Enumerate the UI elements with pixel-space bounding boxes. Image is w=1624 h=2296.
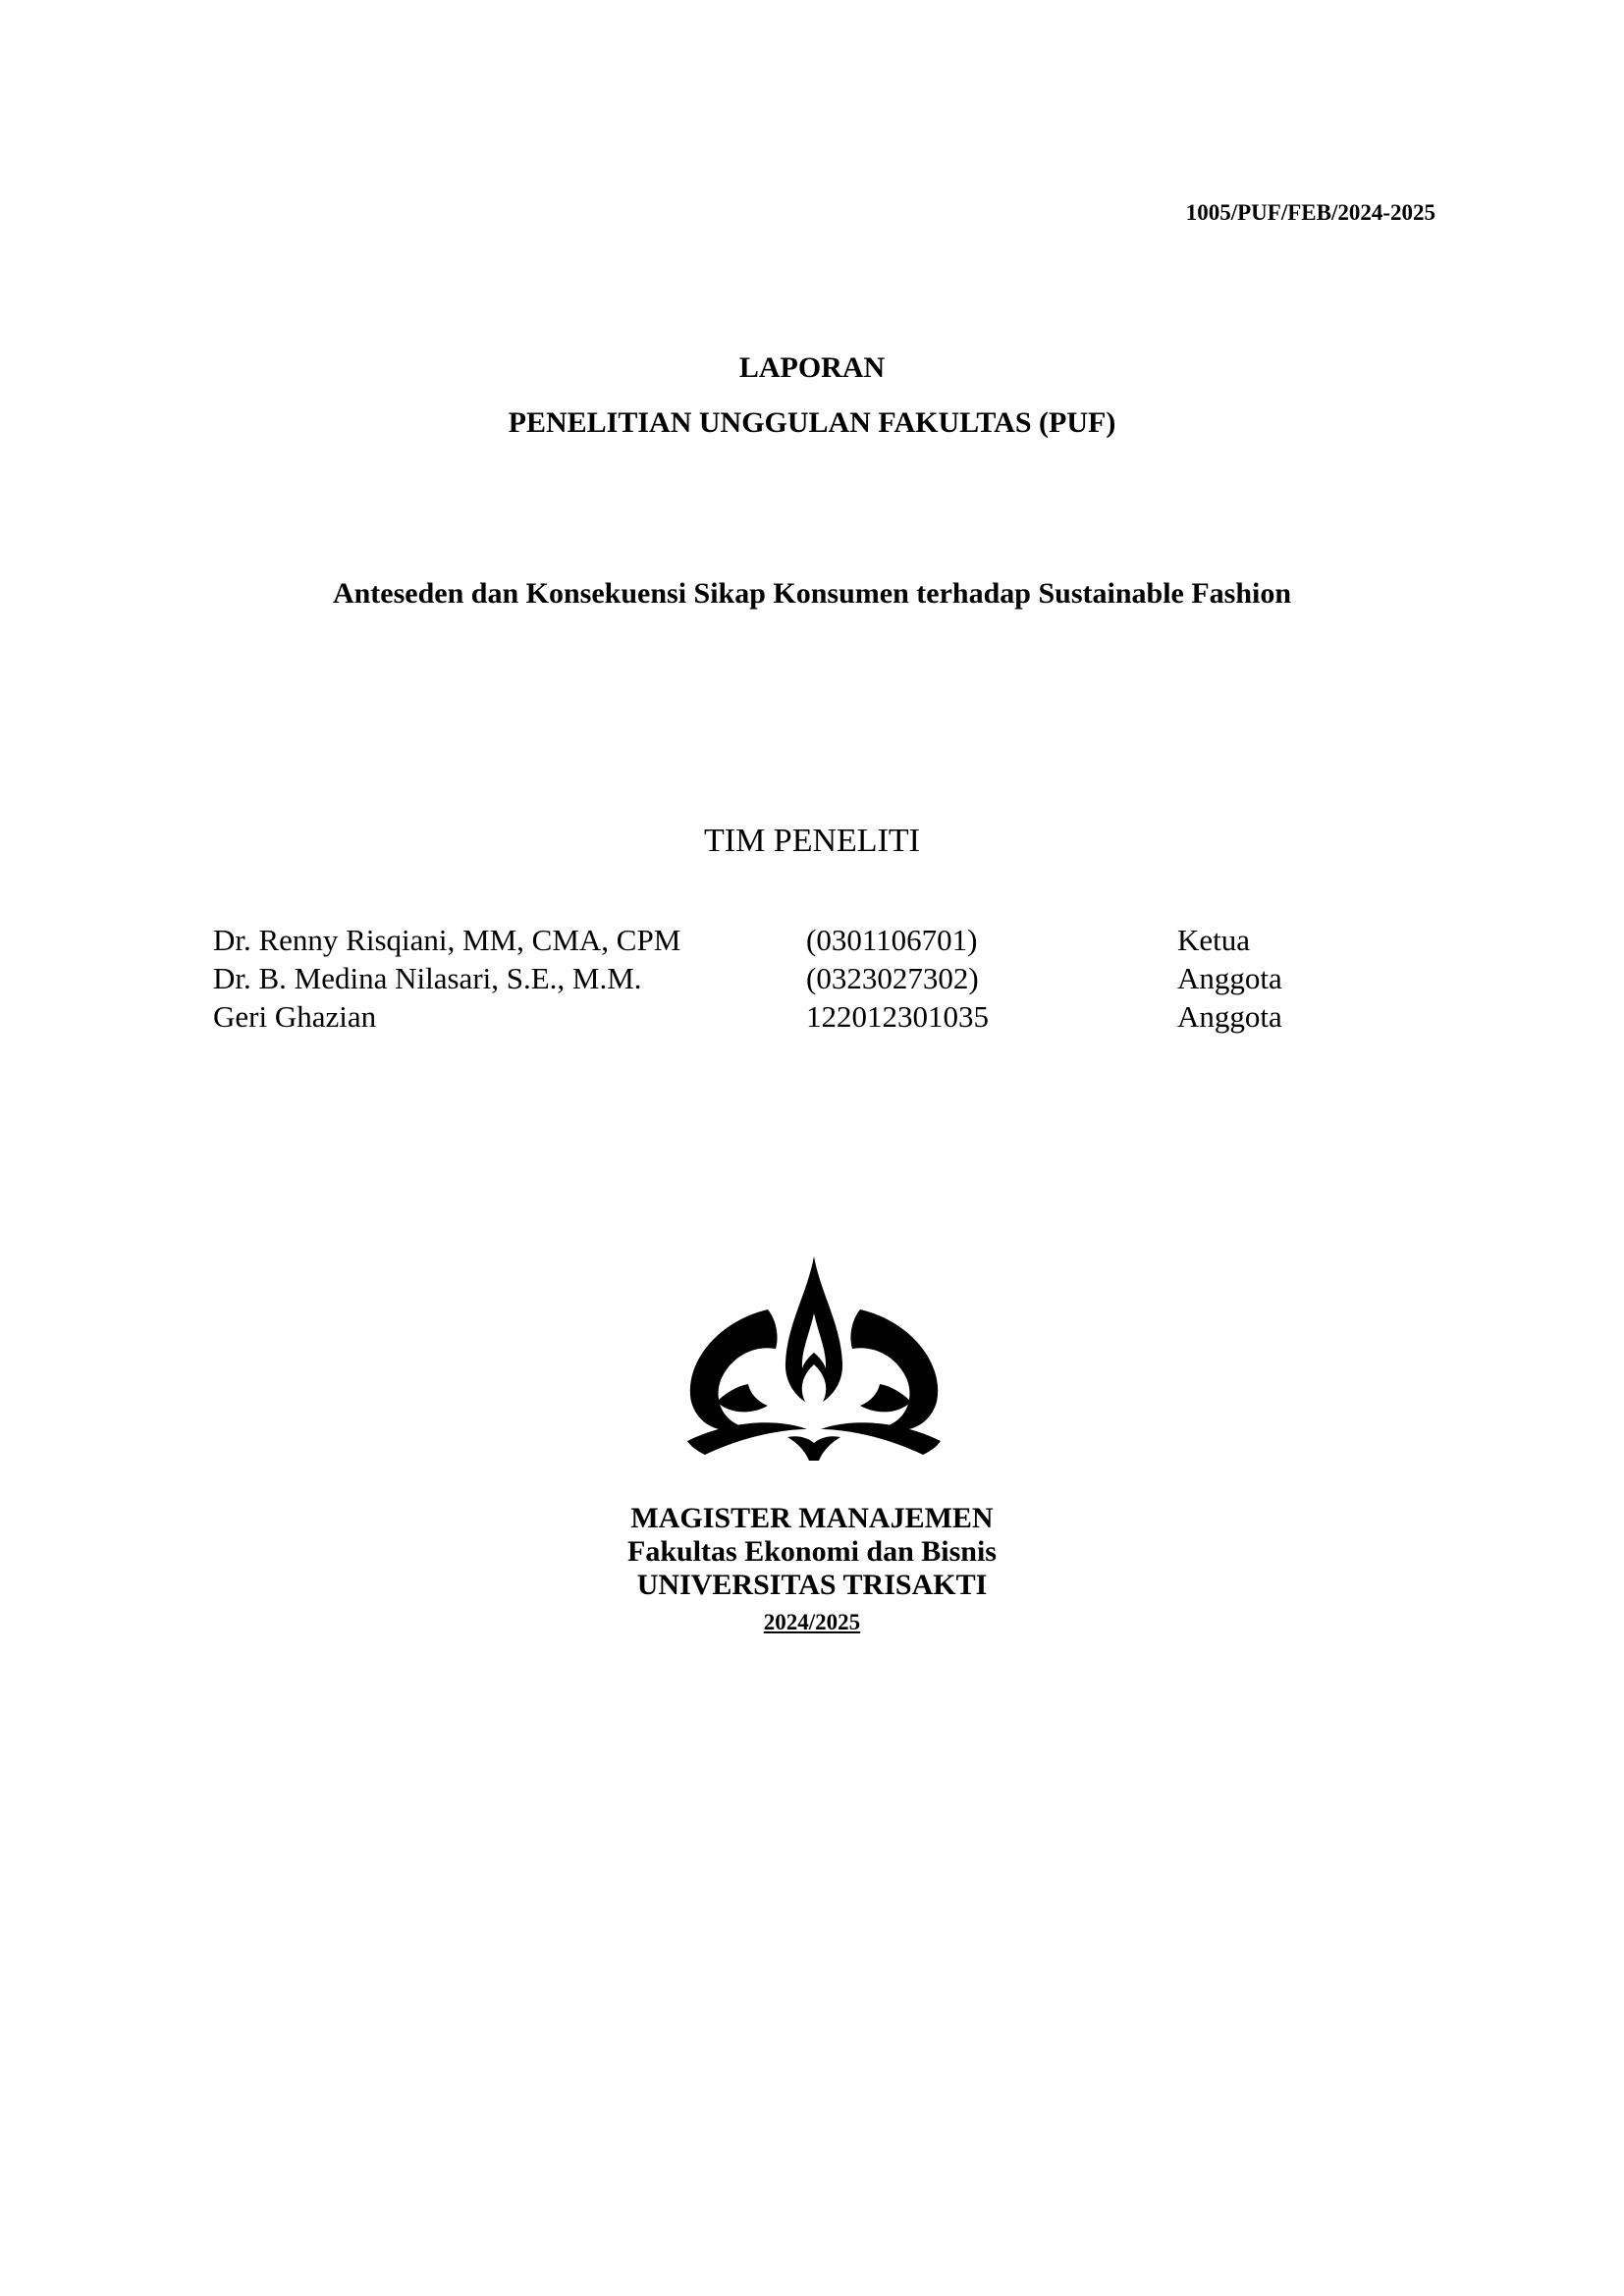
year-text: 2024/2025 — [763, 1610, 861, 1634]
report-label: LAPORAN — [738, 351, 886, 384]
team-member-row — [213, 997, 1282, 1036]
member-role: Anggota — [1177, 999, 1282, 1034]
member-id: (0301106701) — [806, 923, 978, 957]
member-id: 122012301035 — [806, 999, 989, 1034]
team-table — [213, 921, 1282, 1036]
team-member-row — [213, 959, 1282, 997]
university-logo-icon — [677, 1255, 950, 1463]
document-number: 1005/PUF/FEB/2024-2025 — [1185, 200, 1435, 225]
member-name: Dr. B. Medina Nilasari, S.E., M.M. — [213, 961, 642, 995]
member-id: (0323027302) — [806, 961, 979, 995]
institution-faculty: Fakultas Ekonomi dan Bisnis — [627, 1535, 997, 1568]
institution-program: MAGISTER MANAJEMEN — [630, 1502, 994, 1534]
team-heading: TIM PENELITI — [703, 823, 920, 859]
program-title: PENELITIAN UNGGULAN FAKULTAS (PUF) — [508, 406, 1116, 439]
member-name: Dr. Renny Risqiani, MM, CMA, CPM — [213, 923, 681, 957]
member-role: Ketua — [1177, 923, 1251, 957]
institution-year — [0, 1610, 1624, 1635]
institution-university: UNIVERSITAS TRISAKTI — [636, 1569, 988, 1601]
research-title: Anteseden dan Konsekuensi Sikap Konsumen terhadap Sustainable Fashion — [332, 577, 1292, 610]
team-member-row — [213, 921, 1282, 959]
member-role: Anggota — [1177, 961, 1282, 995]
member-name: Geri Ghazian — [213, 999, 377, 1034]
